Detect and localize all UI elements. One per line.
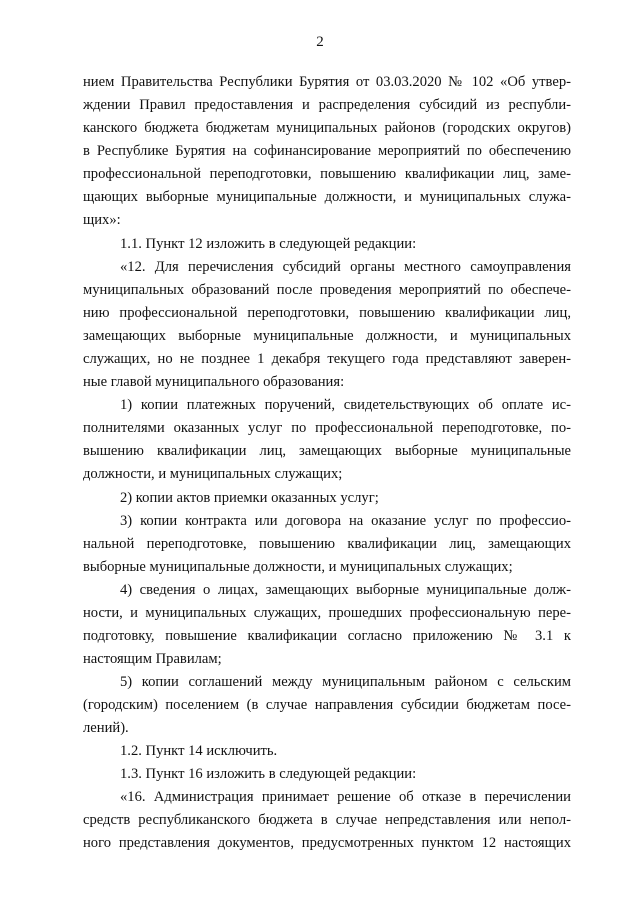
text-line: нию профессиональной переподготовки, повышению квалификации лиц, (83, 305, 571, 321)
text-line: профессиональной переподготовки, повышению квалификации лиц, заме- (83, 166, 571, 182)
text-line: 4) сведения о лицах, замещающих выборные муниципальные долж- (120, 582, 571, 598)
text-line: настоящим Правилам; (83, 651, 222, 667)
text-line: вышению квалификации лиц, замещающих выборные муниципальные (83, 443, 571, 459)
text-line: муниципальных образований после проведения мероприятий по обеспече- (83, 282, 571, 298)
text-line: 1.2. Пункт 14 исключить. (120, 743, 278, 759)
text-line: 1) копии платежных поручений, свидетельствующих об оплате ис- (120, 397, 571, 413)
text-line: ные главой муниципального образования: (83, 374, 345, 390)
text-line: средств республиканского бюджета в случае непредставления или непол- (83, 812, 571, 828)
text-line: в Республике Бурятия на софинансирование мероприятий по обеспечению (83, 143, 571, 159)
text-line: 5) копии соглашений между муниципальным районом с сельским (120, 674, 571, 690)
text-line: 1.1. Пункт 12 изложить в следующей редакции: (120, 236, 417, 252)
text-line: 2) копии актов приемки оказанных услуг; (120, 490, 379, 506)
text-line: подготовку, повышение квалификации согласно приложению № 3.1 к (83, 628, 571, 644)
page-number: 2 (316, 34, 324, 50)
text-line: ности, и муниципальных служащих, прошедших профессиональную пере- (83, 605, 571, 621)
text-line: «12. Для перечисления субсидий органы местного самоуправления (120, 259, 571, 275)
text-line: щающих выборные муниципальные должности, и муниципальных служа- (83, 189, 571, 205)
text-line: ного представления документов, предусмотренных пунктом 12 настоящих (83, 835, 571, 851)
text-line: должности, и муниципальных служащих; (83, 466, 343, 482)
text-line: 1.3. Пункт 16 изложить в следующей редакции: (120, 766, 417, 782)
text-line: замещающих выборные муниципальные должности, и муниципальных (83, 328, 571, 344)
text-line: нием Правительства Республики Бурятия от 03.03.2020 № 102 «Об утвер- (83, 74, 571, 90)
text-line: 3) копии контракта или договора на оказание услуг по профессио- (120, 513, 571, 529)
text-line: полнителями оказанных услуг по профессиональной переподготовке, по- (83, 420, 571, 436)
text-line: канского бюджета бюджетам муниципальных районов (городских округов) (83, 120, 571, 136)
text-line: ждении Правил предоставления и распределения субсидий из республи- (83, 97, 571, 113)
text-line: (городским) поселением (в случае направления субсидии бюджетам посе- (83, 697, 571, 713)
text-line: щих»: (83, 212, 121, 228)
text-line: служащих, но не позднее 1 декабря текущего года представляют заверен- (83, 351, 571, 367)
text-line: лений). (83, 720, 129, 736)
text-line: «16. Администрация принимает решение об отказе в перечислении (120, 789, 571, 805)
text-line: выборные муниципальные должности, и муниципальных служащих; (83, 559, 513, 575)
text-line: нальной переподготовке, повышению квалификации лиц, замещающих (83, 536, 571, 552)
